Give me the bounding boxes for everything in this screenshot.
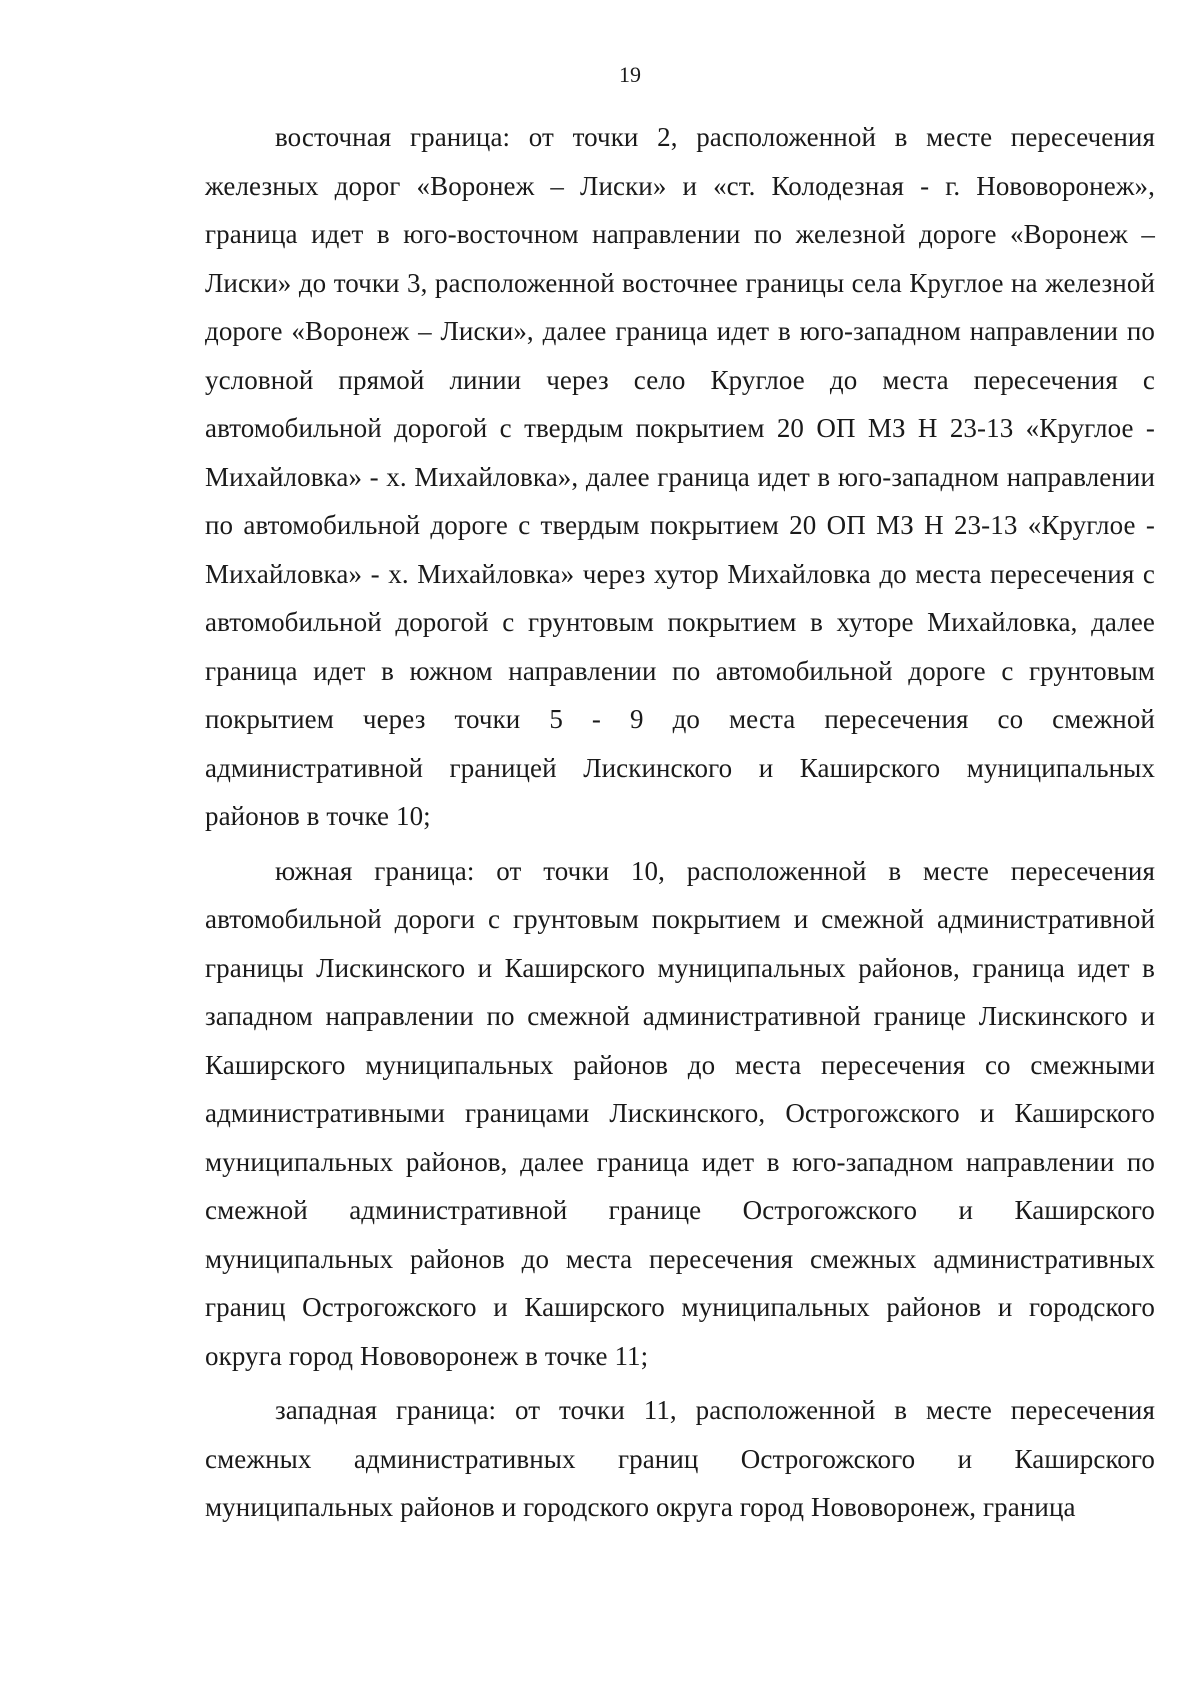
- page-number: 19: [619, 62, 641, 87]
- document-body: [205, 113, 1155, 1538]
- paragraph-west-border: западная граница: от точки 11, расположенной в месте пересечения смежных административных границ Острогожского и Каширского муниципальных районов и городского округа город Нововоронеж, граница: [205, 1395, 1155, 1522]
- paragraph-south-border: южная граница: от точки 10, расположенной в месте пересечения автомобильной дороги с грунтовым покрытием и смежной административной границы Лискинского и Каширского муниципальных районов, граница идет в западном направлении по смежной административной границе Лискинского и Каширского муниципальных районов до места пересечения со смежными административными границами Лискинского, Острогожского и Каширского муниципальных районов, далее граница идет в юго-западном направлении по смежной административной границе Острогожского и Каширского муниципальных районов до места пересечения смежных административных границ Острогожского и Каширского муниципальных районов и городского округа город Нововоронеж в точке 11;: [205, 855, 1155, 1371]
- paragraph-east-border: восточная граница: от точки 2, расположенной в месте пересечения железных дорог «Воронеж – Лиски» и «ст. Колодезная - г. Нововоронеж», граница идет в юго-восточном направлении по железной дороге «Воронеж – Лиски» до точки 3, расположенной восточнее границы села Круглое на железной дороге «Воронеж – Лиски», далее граница идет в юго-западном направлении по условной прямой линии через село Круглое до места пересечения с автомобильной дорогой с твердым покрытием 20 ОП МЗ Н 23-13 «Круглое - Михайловка» - х. Михайловка», далее граница идет в юго-западном направлении по автомобильной дороге с твердым покрытием 20 ОП МЗ Н 23-13 «Круглое - Михайловка» - х. Михайловка» через хутор Михайловка до места пересечения с автомобильной дорогой с грунтовым покрытием в хуторе Михайловка, далее граница идет в южном направлении по автомобильной дороге с грунтовым покрытием через точки 5 - 9 до места пересечения со смежной административной границей Лискинского и Каширского муниципальных районов в точке 10;: [205, 122, 1155, 831]
